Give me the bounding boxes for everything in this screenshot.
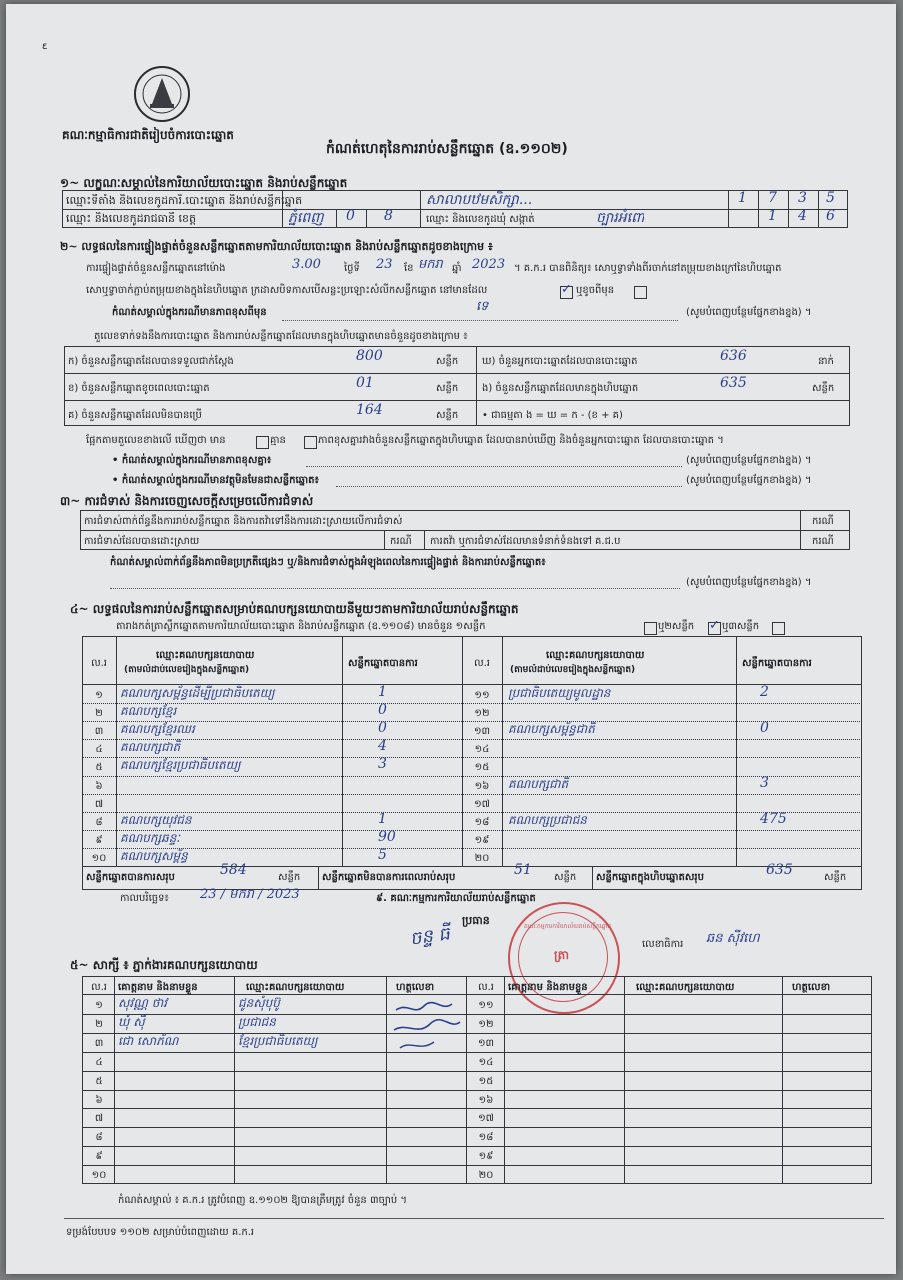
commune-digit: 1 <box>768 208 777 224</box>
row-number: ២ <box>95 708 103 720</box>
witness-party-header: ឈ្មោះគណបក្សនយោបាយ <box>636 982 735 993</box>
page-mark: ε <box>42 41 48 52</box>
row-number: ៦ <box>95 1094 103 1106</box>
figure-a-value: 800 <box>356 348 383 364</box>
row-number: ១៥ <box>478 1075 494 1087</box>
row-number: ១៦ <box>478 1094 494 1106</box>
witness-no-header: ល.រ <box>478 982 494 993</box>
no-difference-checkbox[interactable] <box>304 436 317 449</box>
committee-caption: ៩. គណៈកម្មការការិយាល័យរាប់សន្លឹកឆ្នោត <box>376 893 536 904</box>
committee-name: គណៈកម្មាធិការជាតិរៀបចំការបោះឆ្នោត <box>62 128 234 142</box>
figure-d-label: ឃ) ចំនួនអ្នកបោះឆ្នោតដែលបានបោះឆ្នោត <box>482 356 638 367</box>
resolved-label: ការជំទាស់ដែលបានដោះស្រាយ <box>84 536 200 547</box>
province-digit: 8 <box>384 208 393 224</box>
party-votes: 2 <box>760 684 769 700</box>
row-number: ១០ <box>91 1170 107 1182</box>
witness-name-header: គោត្តនាម និងនាមខ្លួន <box>508 982 588 993</box>
row-number: ១៤ <box>474 744 490 756</box>
row-number: ២០ <box>478 1170 494 1182</box>
witness-signatures <box>390 1000 464 1056</box>
stamp-center: ត្រា <box>554 948 569 962</box>
two-sheets-checkbox[interactable] <box>708 622 721 635</box>
seal-check-text-2: សោឬទ្វាចាក់ភ្ជាប់តម្រុយខាងក្នុងនៃហិបឆ្នោត ក្រដាសបិទកាសបើសន្លះប្រឡោះសំលីកសន្លឹកឆ្នោត នៅមានដែល <box>86 285 488 296</box>
two-sheets-label: ឬ២សន្លឹក <box>658 621 695 632</box>
code-digit: 3 <box>798 190 807 206</box>
section-2-title: ២~ លទ្ធផលនៃការផ្ទៀងផ្ទាត់ចំនួនសន្លឹកឆ្នោតតាមការិយាល័យបោះឆ្នោត និងរាប់សន្លឹកឆ្នោតដូចខាងក្រោម ៖ <box>60 240 493 253</box>
check-time-label: ការផ្ទៀងផ្ទាត់ចំនួនសន្លឹកឆ្នោតនៅម៉ោង <box>86 263 226 274</box>
table-row-divider <box>82 1071 872 1072</box>
row-number: ១ <box>95 690 103 701</box>
col-votes-header: សន្លឹកឆ្នោតបានការ <box>348 658 418 669</box>
commune-label: ឈ្មោះ និងលេខកូដឃុំ សង្កាត់ <box>426 214 535 225</box>
difference-note-label: កំណត់សម្គាល់ក្នុងករណីមានភាពខុសពីមុន <box>112 307 267 318</box>
party-votes: 3 <box>378 756 387 773</box>
code-digit: 5 <box>826 190 835 206</box>
party-name: គណបក្សខ្មែរ <box>120 704 177 719</box>
intact-checkbox[interactable] <box>560 286 573 299</box>
footer-note: កំណត់សម្គាល់ ៖ គ.ក.រ ត្រូវបំពេញ ឧ.១១០២ ឱ្យបានត្រឹមត្រូវ ចំនួន ៣ច្បាប់ ។ <box>118 1195 407 1206</box>
party-name: គណបក្សឆន្ទៈ <box>120 830 180 845</box>
party-votes: 1 <box>378 684 387 700</box>
row-number: ៣ <box>94 726 104 738</box>
party-name: គណបក្សជាតិ <box>508 776 569 791</box>
col-party-header: ឈ្មោះគណបក្សនយោបាយ <box>546 650 645 661</box>
witness-sign-header: ហត្ថលេខា <box>396 982 435 993</box>
row-number: ៨ <box>95 816 103 828</box>
row-number: ២ <box>95 1018 103 1030</box>
irregularities-note: កំណត់សម្គាល់ពាក់ព័ន្ធនឹងភាពមិនប្រក្រតីផ្សេងៗ ឬ/និងការជំទាស់ក្នុងអំឡុងពេលនៃការផ្ទៀងផ្ទាត់ និងការរាប់សន្លឹកឆ្នោត៖ <box>110 557 546 568</box>
row-number: ១៧ <box>478 1113 494 1125</box>
form-sheet <box>6 4 896 1274</box>
damaged-label: ឬខូចពីមុន <box>576 285 615 296</box>
difference-text: ភាពខុសគ្នារវាងចំនួនសន្លឹកឆ្នោតក្នុងហិបឆ្នោត ដែលបានរាប់ឃើញ និងចំនួនអ្នកបោះឆ្នោត ដែលបានបោះឆ្នោត ។ <box>318 435 724 446</box>
figure-b-label: ខ) ចំនួនសន្លឹកឆ្នោតខូចពេលបោះឆ្នោត <box>68 383 210 394</box>
location-label: ឈ្មោះទីតាំង និងលេខកូដការិ.បោះឆ្នោត និងរាប់សន្លឹកឆ្នោត <box>66 194 303 207</box>
row-number: ២០ <box>474 852 490 864</box>
section-3-title: ៣~ ការជំទាស់ និងការចេញសេចក្តីសម្រេចលើការជំទាស់ <box>60 494 314 508</box>
col-votes-header: សន្លឹកឆ្នោតបានការ <box>742 658 812 669</box>
commune-value: ច្បារអំពៅ <box>596 210 645 226</box>
chair-label: ប្រធាន <box>462 914 490 927</box>
table-row-divider <box>82 1052 872 1053</box>
commune-digit: 6 <box>826 208 835 224</box>
three-sheets-checkbox[interactable] <box>772 622 785 635</box>
row-number: ៩ <box>95 1151 103 1163</box>
row-number: ១៨ <box>478 1132 494 1144</box>
row-number: ៤ <box>95 744 103 756</box>
chair-signature: ចន្ទ ធី <box>408 923 452 950</box>
row-number: ១០ <box>91 852 107 864</box>
section-4-title: ៤~ លទ្ធផលនៃការរាប់សន្លឹកឆ្នោតសម្រាប់គណបក្សនយោបាយនីមួយៗតាមការិយាល័យរាប់សន្លឹកឆ្នោត <box>70 602 519 616</box>
party-votes: 475 <box>760 810 787 827</box>
figure-a-label: ក) ចំនួនសន្លឹកឆ្នោតដែលបានទទួលជាក់ស្តែង <box>68 356 234 367</box>
total-valid-unit: សន្លឹក <box>278 872 301 883</box>
figure-e-label: ង) ចំនួនសន្លឹកឆ្នោតដែលមានក្នុងហិបឆ្នោត <box>482 383 639 394</box>
party-name: គណបក្សសម្ព័ន្ធដើម្បីប្រជាធិបតេយ្យ <box>120 686 275 700</box>
table-row-divider <box>82 1165 872 1166</box>
total-invalid-label: សន្លឹកឆ្នោតមិនបានការពេលរាប់សរុប <box>322 872 456 883</box>
no-difference-label: គ្មាន <box>270 435 286 446</box>
day-value: 23 <box>376 257 393 272</box>
one-sheet-checkbox[interactable] <box>644 622 657 635</box>
table-row-divider <box>82 776 862 777</box>
national-emblem-icon <box>132 64 192 124</box>
witness-name-header: គោត្តនាម និងនាមខ្លួន <box>118 982 198 993</box>
party-votes: 5 <box>378 846 387 863</box>
witness-no-header: ល.រ <box>91 982 107 993</box>
foreign-object-bullet: • កំណត់សម្គាល់ក្នុងករណីមានវត្ថុមិនមែនជាសន្លឹកឆ្នោត៖ <box>112 475 319 486</box>
total-valid-label: សន្លឹកឆ្នោតបានការសរុប <box>86 872 175 883</box>
table-row-divider <box>82 1108 872 1109</box>
row-number: ៣ <box>94 1037 104 1049</box>
col-no-header: ល.រ <box>474 658 490 669</box>
table-row-divider <box>82 794 862 795</box>
row-number: ១២ <box>478 1018 494 1030</box>
year-value: 2023 <box>472 257 506 272</box>
province-value: ភ្នំពេញ <box>288 210 324 226</box>
has-difference-checkbox[interactable] <box>256 436 269 449</box>
party-votes: 0 <box>378 720 387 737</box>
witness-party-header: ឈ្មោះគណបក្សនយោបាយ <box>246 982 345 993</box>
party-name: គណបក្សខ្មែរឈរ <box>120 722 195 737</box>
section-5-title: ៥~ សាក្សី ៖ ភ្នាក់ងារគណបក្សនយោបាយ <box>70 958 258 972</box>
month-value: មករា <box>418 257 443 272</box>
total-ballots-unit: សន្លឹក <box>824 872 847 883</box>
month-label: ខែ <box>404 263 414 274</box>
row-number: ១៦ <box>474 780 490 792</box>
party-name: គណបក្សជាតិ <box>120 740 181 755</box>
col-no-header: ល.រ <box>91 658 107 669</box>
col-party-subheader: (តាមលំដាប់លេខរៀងក្នុងសន្លឹកឆ្នោត) <box>124 665 250 675</box>
damaged-checkbox[interactable] <box>634 286 647 299</box>
row-number: ១៣ <box>473 726 491 738</box>
fill-note: (សូមបំពេញបន្ថែមផ្នែកខាងខ្នង) ។ <box>686 307 812 318</box>
witness-party: ប្រជាជន <box>238 1014 276 1029</box>
resolved-unit: ករណី <box>390 536 412 547</box>
row-number: ១៧ <box>474 798 490 810</box>
figure-e-unit: សន្លឹក <box>812 383 835 394</box>
row-number: ៧ <box>94 1113 104 1125</box>
section-1-title: ១~ លក្ខណៈសម្គាល់នៃការិយាល័យបោះឆ្នោត និងរាប់សន្លឹកឆ្នោត <box>60 176 348 190</box>
fill-note: (សូមបំពេញបន្ថែមផ្នែកខាងខ្នង) ។ <box>686 475 812 486</box>
appeal-label: ការតវ៉ា ឬការជំទាស់ដែលមានទំនាក់ទំនងទៅ គ.ជ.ប <box>430 536 621 547</box>
code-digit: 1 <box>738 190 747 206</box>
witness-name: ជោ សោភ័ណ <box>118 1033 179 1048</box>
total-invalid-value: 51 <box>514 862 532 878</box>
figure-formula: • ជាធម្មតា ង = ឃ = ក - (ខ + គ) <box>482 410 623 421</box>
figure-b-value: 01 <box>356 375 374 391</box>
row-number: ១ <box>95 1000 103 1011</box>
figure-d-value: 636 <box>720 348 747 364</box>
objections-unit: ករណី <box>812 516 834 527</box>
row-number: ៨ <box>95 1132 103 1144</box>
row-number: ៩ <box>95 834 103 846</box>
figure-c-unit: សន្លឹក <box>436 410 459 421</box>
party-name: គណបក្សយុវជន <box>120 812 192 827</box>
party-votes: 0 <box>760 720 769 737</box>
figures-intro: តួលេខទាក់ទងនឹងការបោះឆ្នោត និងការរាប់សន្លឹកឆ្នោតដែលមានក្នុងហិបឆ្នោតមានចំនួនដូចខាងក្រោម ៖ <box>94 331 468 342</box>
row-number: ៧ <box>94 798 104 810</box>
party-votes: 3 <box>760 774 769 791</box>
secretary-label: លេខាធិការ <box>642 939 684 950</box>
figure-d-unit: នាក់ <box>818 356 834 367</box>
total-valid-value: 584 <box>220 862 247 878</box>
location-value: សាលាបឋមសិក្សា... <box>426 192 533 208</box>
total-ballots-value: 635 <box>766 862 793 878</box>
row-number: ៦ <box>95 780 103 792</box>
date-value: 23 / មករា / 2023 <box>200 887 300 902</box>
total-invalid-unit: សន្លឹក <box>554 872 577 883</box>
secretary-signature: ឆន ស៊ីវហេ <box>706 931 760 946</box>
objections-label: ការជំទាស់ពាក់ព័ន្ធនឹងការរាប់សន្លឹកឆ្នោត និងការតវ៉ាទៅនឹងការដោះស្រាយលើការជំទាស់ <box>84 516 403 527</box>
row-number: ១៨ <box>474 816 490 828</box>
table-row-divider <box>82 1127 872 1128</box>
figure-c-value: 164 <box>356 402 383 418</box>
row-number: ១៩ <box>478 1151 494 1163</box>
row-number: ៥ <box>95 762 103 774</box>
row-number: ១២ <box>474 708 490 720</box>
three-sheets-label: ឬ៣សន្លឹក <box>722 621 760 632</box>
row-number: ៤ <box>95 1056 103 1068</box>
party-votes: 1 <box>378 810 387 827</box>
party-name: គណបក្សប្រជាជន <box>508 812 587 827</box>
row-number: ១៩ <box>474 834 490 846</box>
form-title: កំណត់ហេតុនៃការរាប់សន្លឹកឆ្នោត (ឧ.១១០២) <box>326 141 568 157</box>
year-label: ឆ្នាំ <box>452 263 462 274</box>
stamp-text: គណៈកម្មការការិយាល័យរាប់សន្លឹកឆ្នោត <box>524 923 612 930</box>
col-party-subheader: (តាមលំដាប់លេខរៀងក្នុងសន្លឹកឆ្នោត) <box>510 665 636 675</box>
col-party-header: ឈ្មោះគណបក្សនយោបាយ <box>156 650 255 661</box>
province-label: ឈ្មោះ និងលេខកូដរាជធានី ខេត្ត <box>66 212 196 225</box>
party-votes: 90 <box>378 828 396 845</box>
party-name: គណបក្សសម្ព័ន្ធ <box>120 848 188 863</box>
province-digit: 0 <box>346 208 355 224</box>
witness-party: ខ្មែរប្រជាធិបតេយ្យ <box>238 1033 318 1048</box>
figure-c-label: គ) ចំនួនសន្លឹកឆ្នោតដែលមិនបានប្រើ <box>68 410 202 421</box>
figure-b-unit: សន្លឹក <box>436 383 459 394</box>
witness-sign-header: ហត្ថលេខា <box>792 982 831 993</box>
form-id: ទម្រង់បែបបទ ១១០២ សម្រាប់បំពេញដោយ គ.ក.រ <box>66 1227 255 1238</box>
row-number: ១៤ <box>478 1056 494 1068</box>
figure-e-value: 635 <box>720 375 747 391</box>
row-number: ១១ <box>478 1000 494 1011</box>
party-votes: 4 <box>378 738 387 755</box>
figure-a-unit: សន្លឹក <box>436 356 459 367</box>
difference-note-value: ទេ <box>476 299 489 314</box>
seal-check-text: ។ គ.ក.រ បានពិនិត្យ៖ សោឬទ្វាទាំងពីរចាក់នៅតម្រុយខាងក្រៅនៃហិបឆ្នោត <box>514 263 782 274</box>
code-digit: 7 <box>768 190 777 206</box>
row-number: ១៣ <box>477 1037 495 1049</box>
witness-name: សុវណ្ណ ថាវ <box>118 996 167 1010</box>
table-row-divider <box>82 1146 872 1147</box>
row-number: ១៥ <box>474 762 490 774</box>
party-name: គណបក្សសម្ព័ន្ធជាតិ <box>508 722 595 737</box>
party-name: ប្រជាធិបតេយ្យមូលដ្ឋាន <box>508 686 611 700</box>
party-name: គណបក្សខ្មែរប្រជាធិបតេយ្យ <box>120 758 241 773</box>
fill-note: (សូមបំពេញបន្ថែមផ្នែកខាងខ្នង) ។ <box>686 577 812 588</box>
check-time-value: 3.00 <box>292 257 321 272</box>
commune-digit: 4 <box>798 208 807 224</box>
date-label: កាលបរិច្ឆេទ៖ <box>120 893 169 904</box>
day-label: ថ្ងៃទី <box>344 263 360 274</box>
total-ballots-label: សន្លឹកឆ្នោតក្នុងហិបឆ្នោតសរុប <box>596 872 704 883</box>
difference-bullet: • កំណត់សម្គាល់ក្នុងករណីមានភាពខុសគ្នា៖ <box>112 455 272 466</box>
sheet-count-intro: តារាងកត់ត្រាស្លឹកឆ្នោតតាមការិយាល័យបោះឆ្នោត និងរាប់សន្លឹកឆ្នោត (ឧ.១១០៨) មានចំនួន ១សន្លឹក <box>116 621 486 632</box>
party-votes: 0 <box>378 702 387 719</box>
fill-note: (សូមបំពេញបន្ថែមផ្នែកខាងខ្នង) ។ <box>686 455 812 466</box>
row-number: ៥ <box>95 1075 103 1087</box>
table-row-divider <box>82 1090 872 1091</box>
appeal-unit: ករណី <box>812 536 834 547</box>
witness-name: ឃុំ ស៊ី <box>118 1014 145 1029</box>
difference-line: ផ្អែកតាមតួលេខខាងលើ ឃើញថា មាន <box>86 435 226 446</box>
witness-party: ជូនសុំបុប៊ូ <box>238 996 280 1010</box>
row-number: ១១ <box>474 690 490 701</box>
